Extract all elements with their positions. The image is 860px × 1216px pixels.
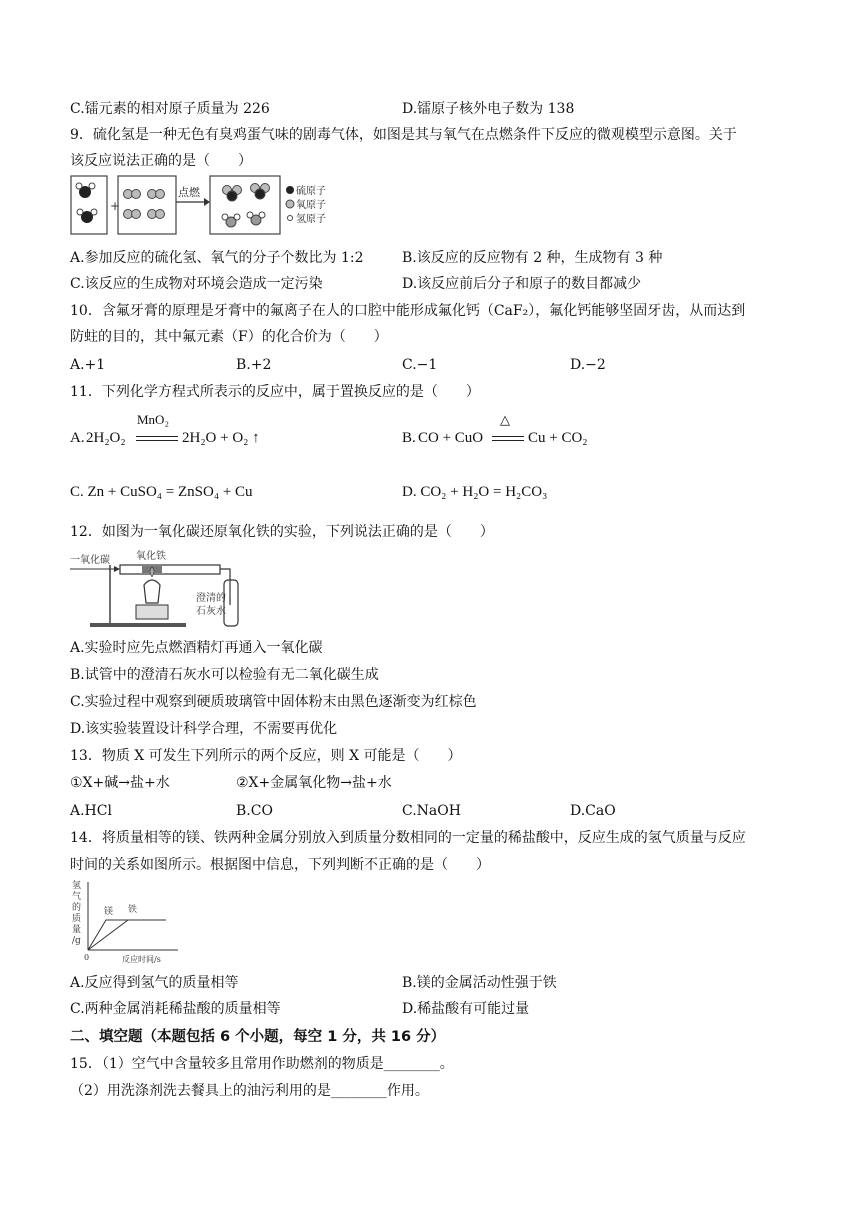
q11-option-a-condition: MnO₂ <box>137 412 169 427</box>
lamp-base-block <box>136 605 168 619</box>
q14-stem-line2: 时间的关系如图所示。根据图中信息，下列判断不正确的是（ ） <box>70 857 490 873</box>
q11-option-d: D. CO₂ + H₂O = H₂CO₃ <box>402 484 548 500</box>
q11-option-c: C. Zn + CuSO₄ = ZnSO₄ + Cu <box>70 484 253 500</box>
q11-option-b-equal-bar <box>492 436 524 441</box>
q9-option-a: A.参加反应的硫化氢、氧气的分子个数比为 1:2 <box>70 250 364 266</box>
plus-sign: + <box>110 199 121 213</box>
q14-hydrogen-mass-graph <box>70 878 182 964</box>
series-line-iron <box>88 920 166 950</box>
q11-option-a-left: 2H₂O₂ <box>86 430 126 446</box>
q10-stem-line1: 10．含氟牙膏的原理是牙膏中的氟离子在人的口腔中能形成氟化钙（CaF₂），氟化钙能够坚固牙齿，从而达到 <box>70 303 746 319</box>
q12-apparatus-diagram <box>70 545 250 631</box>
section-2-heading: 二、填空题（本题包括 6 个小题，每空 1 分，共 16 分） <box>70 1029 446 1045</box>
q9-option-d: D.该反应前后分子和原子的数目都减少 <box>402 276 642 292</box>
q11-option-b-prefix: B. <box>402 430 416 446</box>
q11-option-a-prefix: A. <box>70 430 85 446</box>
graph-origin-label: 0 <box>84 953 90 962</box>
q8-option-c: C.镭元素的相对原子质量为 226 <box>70 101 270 117</box>
q12-option-d: D.该实验装置设计科学合理，不需要再优化 <box>70 721 338 737</box>
product-box <box>210 176 280 234</box>
q13-option-a: A.HCl <box>70 803 112 819</box>
q14-option-b: B.镁的金属活动性强于铁 <box>402 975 557 991</box>
iron-stand-base <box>90 623 186 627</box>
q9-molecule-diagram <box>70 172 390 238</box>
svg-text:/g: /g <box>72 936 81 946</box>
legend-oxygen-label: 氧原子 <box>296 200 326 211</box>
o2-molecules <box>124 190 165 219</box>
label-limewater-1: 澄清的 <box>196 593 226 604</box>
label-carbon-monoxide: 一氧化碳 <box>70 555 110 566</box>
q9-option-c: C.该反应的生成物对环境会造成一定污染 <box>70 276 323 292</box>
q13-stem: 13．物质 X 可发生下列所示的两个反应，则 X 可能是（ ） <box>70 748 462 764</box>
q14-option-c: C.两种金属消耗稀盐酸的质量相等 <box>70 1001 281 1017</box>
svg-text:质: 质 <box>72 914 82 924</box>
q8-option-d: D.镭原子核外电子数为 138 <box>402 101 575 117</box>
q15-part-1: 15．（1）空气中含量较多且常用作助燃剂的物质是________。 <box>70 1056 454 1072</box>
q12-option-b: B.试管中的澄清石灰水可以检验有无二氧化碳生成 <box>70 667 379 683</box>
flame <box>150 567 154 577</box>
q13-reaction-1: ①X+碱→盐+水 <box>70 775 170 791</box>
legend-sulfur-atom <box>286 186 294 194</box>
graph-y-axis-label <box>72 879 81 946</box>
h2o-molecule-1 <box>222 214 240 227</box>
legend-oxygen-atom <box>286 200 294 208</box>
h2s-molecule-2 <box>77 209 97 223</box>
series-line-magnesium <box>88 920 166 950</box>
svg-text:量: 量 <box>72 925 82 935</box>
q13-option-c: C.NaOH <box>402 803 461 819</box>
graph-x-axis-label: 反应时间/s <box>122 955 161 964</box>
h2s-molecule-1 <box>76 183 95 198</box>
so2-molecule-1 <box>223 186 242 202</box>
q11-option-b-right: Cu + CO₂ <box>528 430 588 446</box>
q11-option-a-right: 2H₂O + O₂ ↑ <box>182 430 260 446</box>
h2o-molecule-2 <box>247 212 265 225</box>
q9-stem-line2: 该反应说法正确的是（ ） <box>70 153 252 169</box>
label-iron-oxide: 氧化铁 <box>136 551 166 562</box>
q14-stem-line1: 14．将质量相等的镁、铁两种金属分别放入到质量分数相同的一定量的稀盐酸中，反应生成的氢气质量与反应 <box>70 830 746 846</box>
so2-molecule-2 <box>251 184 270 200</box>
q13-reaction-2: ②X+金属氧化物→盐+水 <box>236 775 392 791</box>
svg-text:氢: 氢 <box>72 881 82 891</box>
q10-option-a: A.+1 <box>70 357 106 373</box>
svg-text:气: 气 <box>72 892 82 902</box>
q15-part-2: （2）用洗涤剂洗去餐具上的油污利用的是________作用。 <box>70 1083 429 1099</box>
q11-stem: 11．下列化学方程式所表示的反应中，属于置换反应的是（ ） <box>70 384 480 400</box>
q12-option-c: C.实验过程中观察到硬质玻璃管中固体粉末由黑色逐渐变为红棕色 <box>70 694 477 710</box>
test-tube <box>224 580 238 626</box>
q11-option-b-condition: △ <box>500 412 510 427</box>
reactant-box-o2 <box>118 176 176 234</box>
alcohol-lamp <box>144 580 160 603</box>
q11-option-b-left: CO + CuO <box>418 430 484 446</box>
q14-option-d: D.稀盐酸有可能过量 <box>402 1001 530 1017</box>
q13-option-d: D.CaO <box>570 803 616 819</box>
q10-stem-line2: 防蛀的目的，其中氟元素（F）的化合价为（ ） <box>70 329 388 345</box>
legend-hydrogen-atom <box>288 216 293 221</box>
q10-option-c: C.−1 <box>402 357 438 373</box>
series-label-magnesium: 镁 <box>104 907 114 917</box>
legend-sulfur-label: 硫原子 <box>296 186 326 197</box>
q10-option-b: B.+2 <box>236 357 272 373</box>
q12-stem: 12．如图为一氧化碳还原氧化铁的实验，下列说法正确的是（ ） <box>70 524 494 540</box>
label-limewater-2: 石灰水 <box>196 606 226 617</box>
q13-option-b: B.CO <box>236 803 273 819</box>
arrow-label: 点燃 <box>178 186 200 199</box>
svg-text:的: 的 <box>72 903 82 913</box>
q12-option-a: A.实验时应先点燃酒精灯再通入一氧化碳 <box>70 640 323 656</box>
q9-option-b: B.该反应的反应物有 2 种，生成物有 3 种 <box>402 250 663 266</box>
q9-stem-line1: 9．硫化氢是一种无色有臭鸡蛋气味的剧毒气体，如图是其与氧气在点燃条件下反应的微观模型示意图。关于 <box>70 127 737 143</box>
q10-option-d: D.−2 <box>570 357 606 373</box>
series-label-iron: 铁 <box>128 905 138 915</box>
q14-option-a: A.反应得到氢气的质量相等 <box>70 975 239 991</box>
q11-option-a-equal-bar <box>136 436 178 441</box>
legend-hydrogen-label: 氢原子 <box>296 214 326 225</box>
glass-tube <box>120 565 220 574</box>
